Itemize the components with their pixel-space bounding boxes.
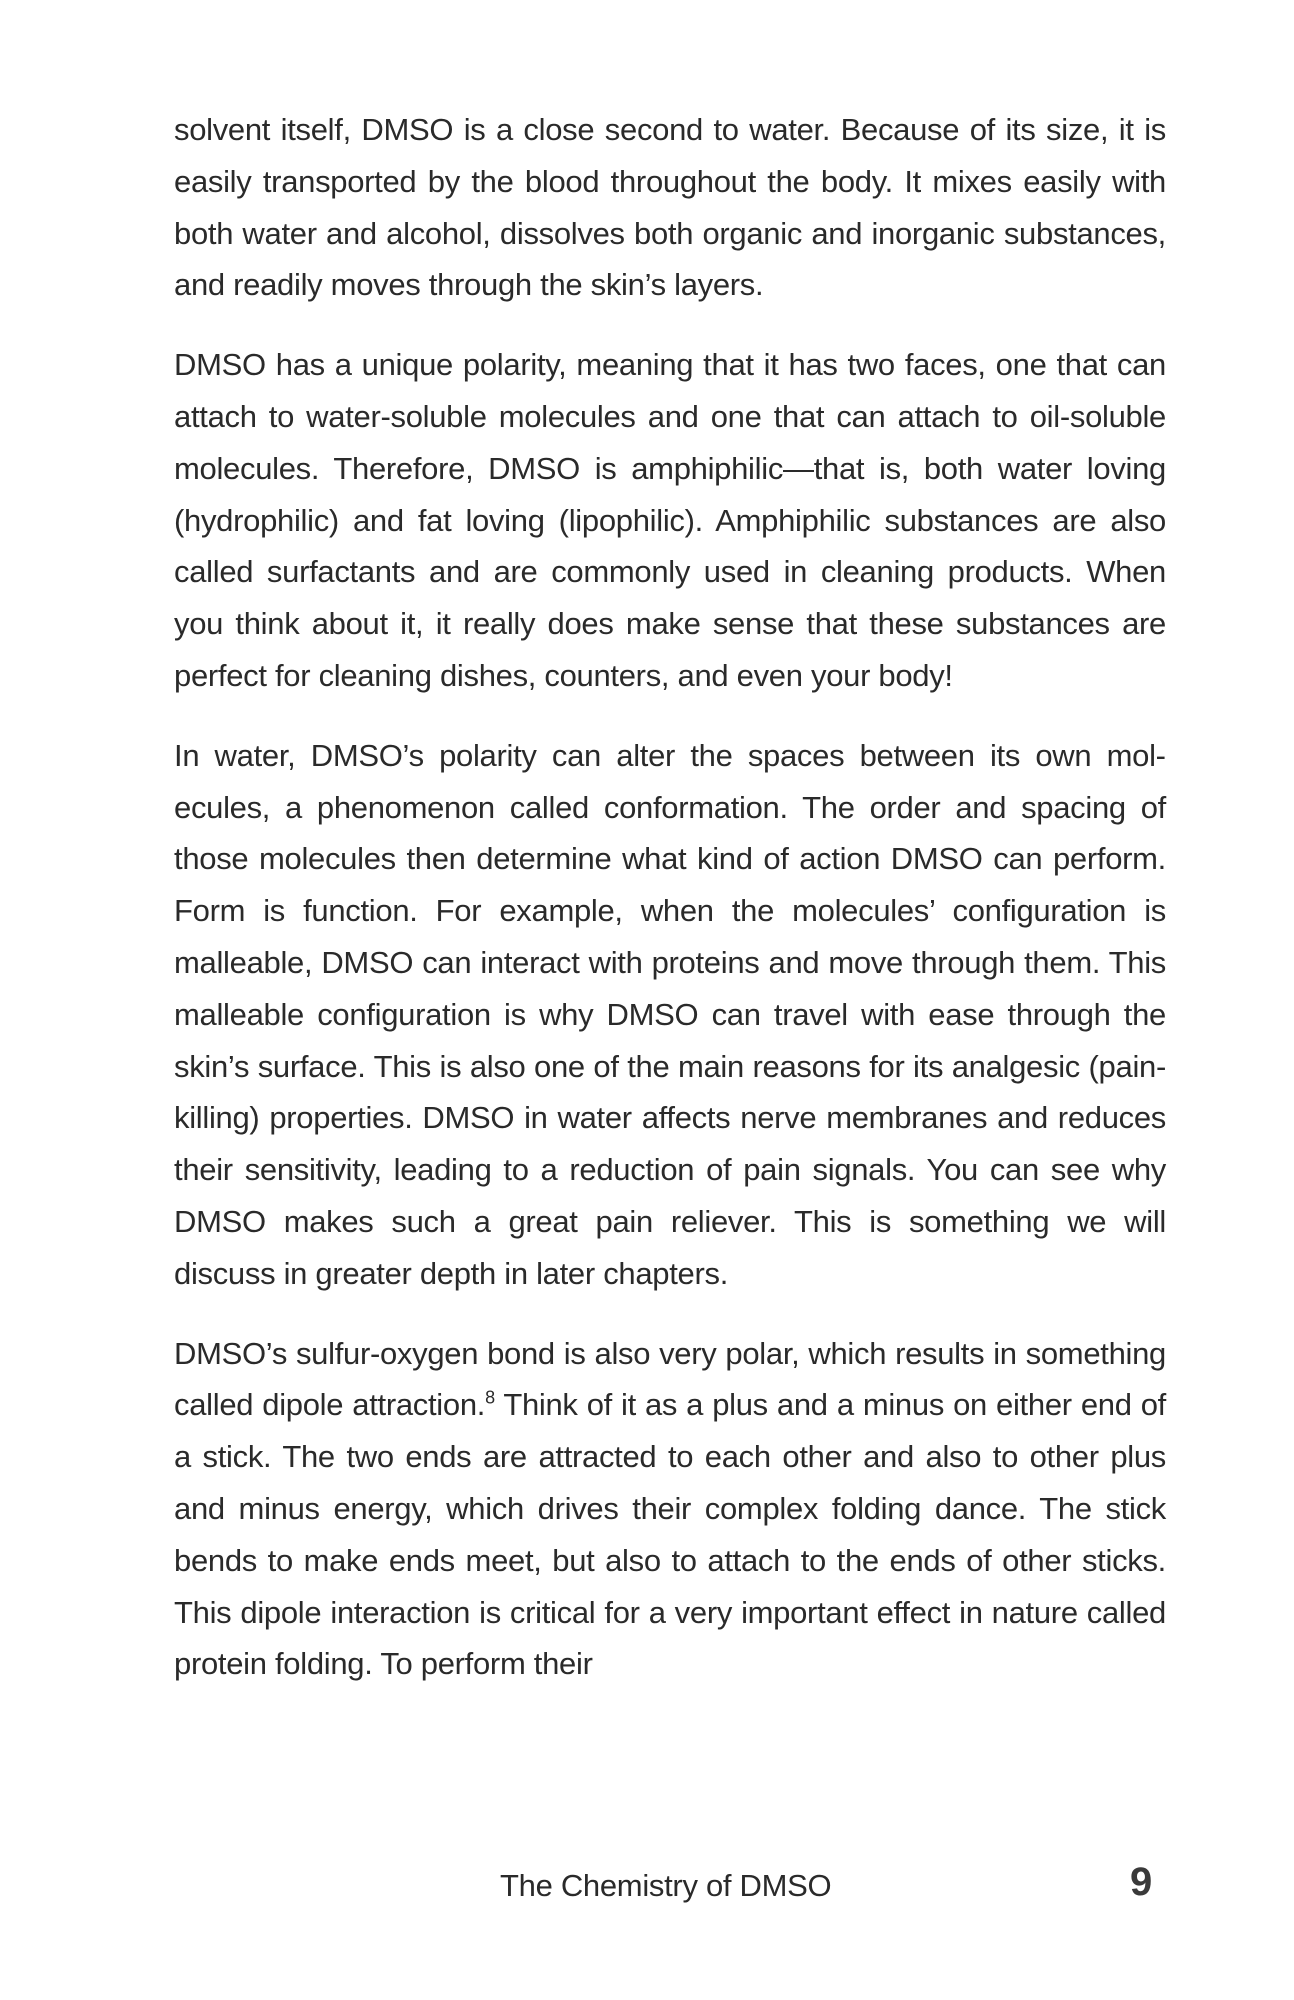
page-number: 9	[1130, 1860, 1153, 1904]
paragraph-4-text-after-note: Think of it as a plus and a minus on either end of a stick. The two ends are attracted to each other and also to other plus and minus energy, which drives their complex folding dance. The stick bends to make ends meet, but also to attach to the ends of other sticks. This dipole interaction is critical for a very important effect in nature called protein folding. To perform their	[174, 1387, 1166, 1682]
paragraph-1: solvent itself, DMSO is a close second to water. Because of its size, it is easily transported by the blood throughout the body. It mixes easily with both water and alcohol, dissolves both organic and inorganic substances, and readily moves through the skin’s layers.	[174, 112, 1166, 303]
running-head: The Chemistry of DMSO	[500, 1868, 832, 1903]
page-body	[174, 104, 1166, 1718]
page-footer	[0, 1860, 1294, 1920]
paragraph-3: In water, DMSO’s polarity can alter the spaces between its own molecules, a phenomenon called conformation. The order and spacing of those molecules then determine what kind of action DMSO can perform. Form is function. For example, when the molecules’ configuration is malleable, DMSO can interact with proteins and move through them. This malleable configuration is why DMSO can travel with ease through the skin’s surface. This is also one of the main reasons for its analgesic (pain-killing) properties. DMSO in water affects nerve membranes and reduces their sensitivity, leading to a reduction of pain signals. You can see why DMSO makes such a great pain reliever. This is something we will discuss in greater depth in later chapters.	[174, 737, 1166, 1291]
paragraph-2: DMSO has a unique polarity, meaning that it has two faces, one that can attach to water-soluble molecules and one that can attach to oil-soluble molecules. Therefore, DMSO is amphiphilic—that is, both water loving (hydrophilic) and fat loving (lipophilic). Amphiphilic substances are also called surfactants and are commonly used in cleaning products. When you think about it, it really does make sense that these substances are perfect for cleaning dishes, counters, and even your body!	[174, 347, 1166, 693]
footnote-reference: 8	[485, 1388, 495, 1408]
paragraph-4	[174, 1328, 1166, 1691]
paragraph-4-text-before-note: DMSO’s sulfur-oxygen bond is also very polar, which results in something called dipole attraction.	[174, 1335, 1166, 1423]
